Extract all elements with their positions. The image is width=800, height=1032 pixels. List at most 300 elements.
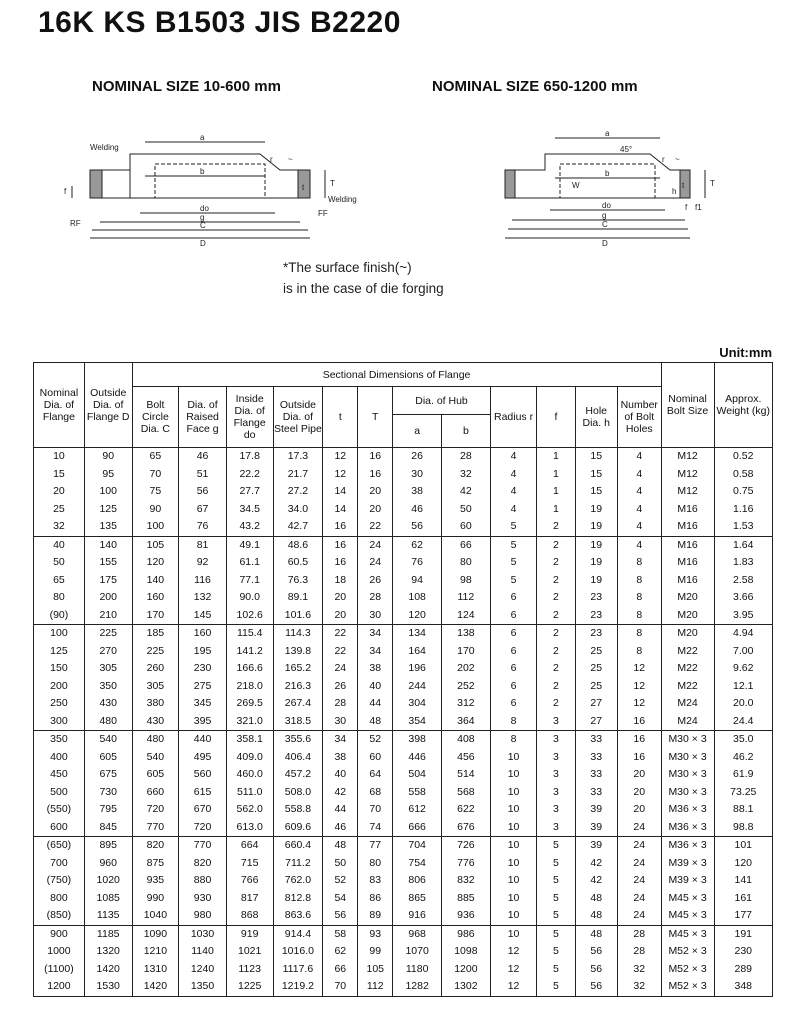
table-cell: 430 [132,713,179,731]
table-cell: 44 [323,801,358,819]
table-cell: 50 [442,501,491,519]
table-cell: 244 [393,678,442,696]
table-row [34,501,773,519]
table-cell: 3 [537,766,575,784]
table-cell: 5 [490,536,537,554]
table-cell: 52 [323,872,358,890]
table-cell: 1085 [84,890,132,908]
table-cell: 3 [537,749,575,767]
table-cell: M45 × 3 [661,907,714,925]
table-cell: 195 [179,643,227,661]
a-label-right: a [605,129,610,138]
header-nominal-dia: Nominal Dia. of Flange [34,363,85,448]
table-cell: 33 [575,784,617,802]
table-cell: 48 [575,925,617,943]
table-cell: 15 [575,466,617,484]
table-cell: 30 [393,466,442,484]
page-title: 16K KS B1503 JIS B2220 [38,6,401,39]
table-cell: 345 [179,695,227,713]
table-cell: 321.0 [226,713,273,731]
table-cell: 9.62 [714,660,772,678]
table-cell: 562.0 [226,801,273,819]
table-cell: 10 [490,855,537,873]
table-cell: 74 [358,819,393,837]
table-cell: 191 [714,925,772,943]
table-cell: 90.0 [226,589,273,607]
header-nominal-bolt: Nominal Bolt Size [661,363,714,448]
table-cell: 24 [617,819,661,837]
table-cell: (550) [34,801,85,819]
table-cell: 990 [132,890,179,908]
table-cell: 26 [393,448,442,466]
table-cell: 820 [179,855,227,873]
table-row [34,943,773,961]
table-cell: 165.2 [273,660,323,678]
table-cell: 66 [442,536,491,554]
table-cell: 880 [179,872,227,890]
table-row [34,643,773,661]
table-cell: 3 [537,731,575,749]
table-cell: 25 [575,678,617,696]
g-label: g [200,213,205,222]
table-row [34,819,773,837]
g-label-right: g [602,211,607,220]
left-drawing-heading: NOMINAL SIZE 10-600 mm [92,78,281,95]
table-cell: 868 [226,907,273,925]
table-cell: 1180 [393,961,442,979]
table-cell: 200 [84,589,132,607]
table-row [34,749,773,767]
table-cell: 202 [442,660,491,678]
b-label: b [200,167,205,176]
table-cell: 4.94 [714,625,772,643]
table-cell: 440 [179,731,227,749]
table-cell: 5 [537,961,575,979]
table-cell: 50 [34,554,85,572]
table-cell: 20 [617,801,661,819]
table-cell: 0.58 [714,466,772,484]
table-cell: 10 [490,819,537,837]
table-cell: 1016.0 [273,943,323,961]
table-cell: 95 [84,466,132,484]
table-cell: 89 [358,907,393,925]
table-cell: 134 [393,625,442,643]
table-cell: 12 [617,660,661,678]
table-row [34,536,773,554]
table-cell: 67 [179,501,227,519]
table-cell: 34 [358,643,393,661]
table-cell: 3.66 [714,589,772,607]
table-cell: 42 [575,855,617,873]
table-cell: 4 [617,536,661,554]
table-cell: 770 [179,837,227,855]
table-cell: 170 [132,607,179,625]
table-cell: 100 [84,483,132,501]
table-cell: 380 [132,695,179,713]
table-cell: 51 [179,466,227,484]
table-cell: 61.1 [226,554,273,572]
table-cell: 612 [393,801,442,819]
flange-dimensions-table [33,362,773,997]
table-cell: 100 [132,518,179,536]
table-row [34,872,773,890]
table-cell: 4 [617,501,661,519]
table-cell: 776 [442,855,491,873]
table-cell: 613.0 [226,819,273,837]
table-cell: 305 [84,660,132,678]
table-cell: 806 [393,872,442,890]
table-cell: 2 [537,518,575,536]
table-cell: (90) [34,607,85,625]
table-cell: 812.8 [273,890,323,908]
table-cell: 27 [575,695,617,713]
table-cell: 4 [490,501,537,519]
table-cell: 1.83 [714,554,772,572]
table-cell: 10 [490,749,537,767]
table-cell: 355.6 [273,731,323,749]
table-cell: 58 [323,925,358,943]
table-cell: 6 [490,678,537,696]
table-cell: 218.0 [226,678,273,696]
table-cell: 81 [179,536,227,554]
table-cell: 398 [393,731,442,749]
table-cell: 8 [490,731,537,749]
table-cell: 1420 [84,961,132,979]
tilde-label: ~ [288,155,293,164]
T-label-right: T [710,179,715,188]
f-label: f [64,187,67,196]
table-cell: 16 [617,749,661,767]
table-cell: M16 [661,572,714,590]
C-label: C [200,221,206,230]
table-cell: 5 [537,907,575,925]
table-cell: 8 [617,589,661,607]
table-cell: 711.2 [273,855,323,873]
table-cell: 408 [442,731,491,749]
table-cell: 430 [84,695,132,713]
table-cell: 400 [34,749,85,767]
table-cell: 34 [358,625,393,643]
welding-label-bottom: Welding [328,195,357,204]
table-cell: 34.0 [273,501,323,519]
table-cell: 23 [575,607,617,625]
table-cell: 105 [358,961,393,979]
surface-finish-note [283,257,444,299]
table-cell: 1219.2 [273,978,323,996]
table-row [34,961,773,979]
table-row [34,518,773,536]
table-cell: 120 [714,855,772,873]
table-cell: 252 [442,678,491,696]
table-cell: 935 [132,872,179,890]
left-flange-drawing [60,118,360,253]
table-cell: 875 [132,855,179,873]
table-row [34,695,773,713]
table-cell: 77.1 [226,572,273,590]
table-cell: 3.95 [714,607,772,625]
table-cell: 3 [537,784,575,802]
table-cell: 25 [575,660,617,678]
table-cell: 6 [490,607,537,625]
table-cell: 350 [34,731,85,749]
table-row [34,660,773,678]
table-cell: 754 [393,855,442,873]
table-cell: 1282 [393,978,442,996]
table-cell: 15 [575,483,617,501]
table-cell: 42.7 [273,518,323,536]
table-cell: 795 [84,801,132,819]
table-cell: 17.8 [226,448,273,466]
table-cell: 726 [442,837,491,855]
table-cell: 22 [323,625,358,643]
table-row [34,448,773,466]
table-cell: 289 [714,961,772,979]
table-row [34,713,773,731]
table-cell: 52 [358,731,393,749]
table-cell: 150 [34,660,85,678]
table-cell: M20 [661,589,714,607]
h-label-right: h [672,187,677,196]
table-row [34,625,773,643]
table-cell: 76.3 [273,572,323,590]
table-cell: 358.1 [226,731,273,749]
header-hole-dia: Hole Dia. h [575,387,617,448]
table-cell: M30 × 3 [661,784,714,802]
table-cell: 0.75 [714,483,772,501]
header-t: t [323,387,358,448]
table-cell: 900 [34,925,85,943]
table-cell: 12 [617,678,661,696]
table-cell: 500 [34,784,85,802]
table-cell: 275 [179,678,227,696]
table-cell: 24 [358,536,393,554]
table-cell: 112 [358,978,393,996]
table-cell: 5 [537,855,575,873]
table-cell: 1123 [226,961,273,979]
table-cell: 23 [575,589,617,607]
table-cell: 39 [575,837,617,855]
table-cell: 270 [84,643,132,661]
table-cell: 2 [537,625,575,643]
table-cell: 1240 [179,961,227,979]
table-cell: 101 [714,837,772,855]
table-cell: 100 [34,625,85,643]
table-cell: 20.0 [714,695,772,713]
C-label-right: C [602,220,608,229]
table-cell: 1020 [84,872,132,890]
table-cell: 76 [393,554,442,572]
table-cell: 30 [358,607,393,625]
note-line-1: *The surface finish(~) [283,260,412,275]
table-cell: 664 [226,837,273,855]
table-cell: 12.1 [714,678,772,696]
table-cell: 622 [442,801,491,819]
table-cell: 34 [323,731,358,749]
table-cell: 20 [323,607,358,625]
table-cell: 700 [34,855,85,873]
table-cell: 670 [179,801,227,819]
table-cell: 4 [490,466,537,484]
table-cell: M24 [661,695,714,713]
table-cell: 348 [714,978,772,996]
table-cell: 48 [358,713,393,731]
table-cell: 42 [442,483,491,501]
table-row [34,483,773,501]
table-cell: 75 [132,483,179,501]
table-cell: 24 [617,872,661,890]
table-cell: M22 [661,660,714,678]
table-cell: 200 [34,678,85,696]
table-cell: 64 [358,766,393,784]
table-cell: 42 [323,784,358,802]
table-cell: 66 [323,961,358,979]
table-cell: 1040 [132,907,179,925]
table-cell: 511.0 [226,784,273,802]
table-row [34,837,773,855]
table-cell: 60.5 [273,554,323,572]
f-label-right: f [685,203,688,212]
table-cell: 6 [490,660,537,678]
table-cell: 19 [575,501,617,519]
table-cell: 885 [442,890,491,908]
table-cell: 504 [393,766,442,784]
table-cell: 2 [537,536,575,554]
table-row [34,731,773,749]
table-cell: 26 [323,678,358,696]
table-cell: 33 [575,766,617,784]
table-cell: 304 [393,695,442,713]
header-f: f [537,387,575,448]
table-cell: (1100) [34,961,85,979]
table-cell: 605 [132,766,179,784]
table-cell: 660.4 [273,837,323,855]
table-cell: M36 × 3 [661,801,714,819]
table-cell: 8 [617,572,661,590]
table-cell: 2 [537,589,575,607]
table-cell: 24 [617,907,661,925]
table-cell: M16 [661,518,714,536]
table-cell: 1350 [179,978,227,996]
table-cell: 38 [358,660,393,678]
table-cell: 125 [84,501,132,519]
table-cell: 135 [84,518,132,536]
table-cell: 980 [179,907,227,925]
table-cell: 817 [226,890,273,908]
table-cell: 210 [84,607,132,625]
table-cell: 116 [179,572,227,590]
table-cell: 139.8 [273,643,323,661]
r-label-right: r [662,155,665,164]
table-cell: 83 [358,872,393,890]
table-cell: 914.4 [273,925,323,943]
table-cell: 54 [323,890,358,908]
table-cell: 65 [132,448,179,466]
table-cell: M16 [661,554,714,572]
table-cell: 60 [358,749,393,767]
table-cell: 4 [490,483,537,501]
table-row [34,978,773,996]
table-cell: 260 [132,660,179,678]
table-cell: 1530 [84,978,132,996]
table-cell: 140 [132,572,179,590]
table-cell: 16 [323,536,358,554]
table-cell: 48.6 [273,536,323,554]
table-cell: 960 [84,855,132,873]
table-cell: 230 [179,660,227,678]
table-cell: 20 [323,589,358,607]
table-cell: 20 [34,483,85,501]
table-cell: 76 [179,518,227,536]
D-label: D [200,239,206,248]
note-line-2: is in the case of die forging [283,281,444,296]
table-cell: 170 [442,643,491,661]
table-cell: 88.1 [714,801,772,819]
table-cell: 216.3 [273,678,323,696]
table-cell: 30 [323,713,358,731]
table-cell: 1200 [34,978,85,996]
table-cell: 1 [537,448,575,466]
table-cell: 70 [132,466,179,484]
table-cell: 4 [617,448,661,466]
a-label: a [200,133,205,142]
table-cell: 138 [442,625,491,643]
table-row [34,925,773,943]
table-cell: 161 [714,890,772,908]
table-cell: 62 [323,943,358,961]
table-cell: 1000 [34,943,85,961]
table-cell: 19 [575,536,617,554]
header-hub-b: b [442,415,491,448]
table-cell: 56 [575,978,617,996]
table-cell: 1320 [84,943,132,961]
table-cell: 568 [442,784,491,802]
table-cell: 409.0 [226,749,273,767]
table-cell: 10 [490,784,537,802]
table-cell: 141 [714,872,772,890]
table-row [34,890,773,908]
table-cell: 56 [575,961,617,979]
table-cell: 65 [34,572,85,590]
table-cell: 540 [84,731,132,749]
table-cell: 704 [393,837,442,855]
table-cell: 720 [179,819,227,837]
table-cell: M45 × 3 [661,925,714,943]
t-label-right: t [682,181,685,190]
table-cell: 155 [84,554,132,572]
table-cell: 1185 [84,925,132,943]
table-cell: 28 [617,943,661,961]
table-cell: 24 [617,855,661,873]
table-cell: 225 [84,625,132,643]
table-cell: 33 [575,749,617,767]
table-cell: 10 [490,907,537,925]
table-cell: 21.7 [273,466,323,484]
table-cell: 124 [442,607,491,625]
table-cell: 24 [323,660,358,678]
header-hub: Dia. of Hub [393,387,491,415]
t-label: t [302,183,305,192]
table-cell: M30 × 3 [661,731,714,749]
table-cell: 94 [393,572,442,590]
table-cell: 28 [442,448,491,466]
table-cell: 32 [442,466,491,484]
tilde-label-right: ~ [675,155,680,164]
table-cell: 968 [393,925,442,943]
table-cell: 46 [323,819,358,837]
table-cell: 98.8 [714,819,772,837]
table-cell: 4 [617,518,661,536]
table-cell: 10 [490,925,537,943]
